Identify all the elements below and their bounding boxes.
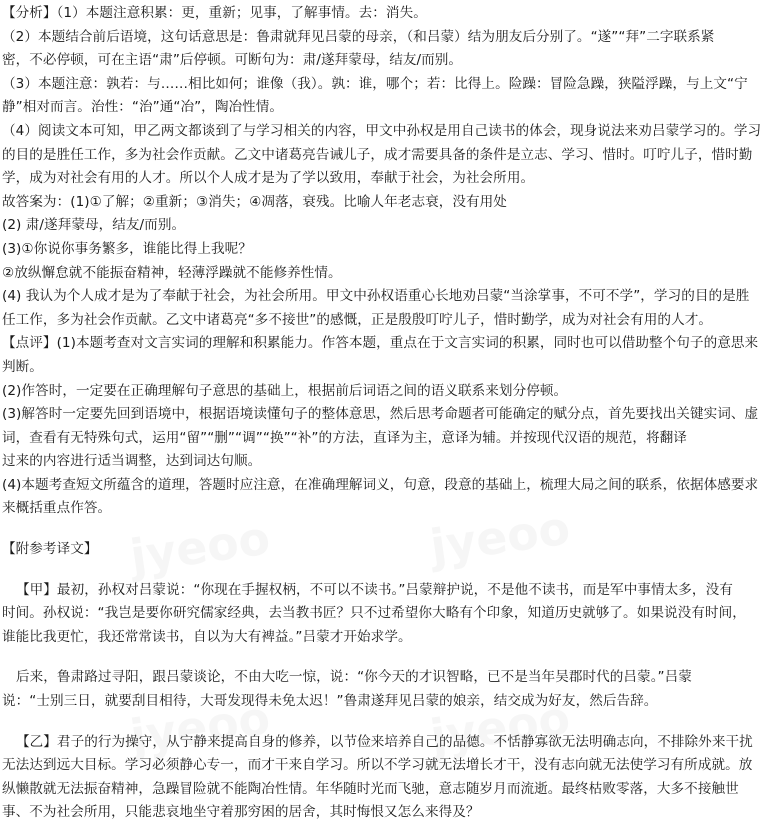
translation-paragraph-yi [2, 731, 776, 825]
translation-line: 纵懒散就无法振奋精神，急躁冒险就不能陶冶性情。年华随时光而飞驰，意志随岁月而流逝。最终枯败零落，大多不接触世 [2, 780, 739, 797]
comment-line: 【点评】(1)本题考查对文言实词的理解和积累能力。作答本题，重点在于文言实词的积累，同时也可以借助整个句子的意思来 [2, 335, 759, 352]
comment-line: (4)本题考查短文所蕴含的道理，答题时应注意，在准确理解词义，句意，段意的基础上，梳理大局之间的联系，依据体感要求 [2, 476, 759, 493]
analysis-line: 【分析】（1）本题注意积累：更，重新；见事，了解事情。去：消失。 [2, 5, 427, 21]
translation-paragraph-jia [2, 579, 776, 650]
analysis-section [2, 2, 776, 332]
translation-heading: 【附参考译文】 [2, 541, 98, 558]
analysis-line: 密，不必停顿，可在主语“肃”后停顿。可断句为：肃/遂拜蒙母，结友/而别。 [2, 52, 463, 69]
analysis-line: （3）本题注意：孰若：与……相比如何；谁像（我）。孰：谁，哪个；若：比得上。险躁：冒险急躁，狭隘浮躁，与上文“宁 [2, 75, 748, 92]
translation-line: 【甲】最初，孙权对吕蒙说：“你现在手握权柄，不可以不读书。”吕蒙辩护说，不是他不读书，而是军中事情太多，没有 [16, 581, 733, 598]
translation-section [2, 538, 776, 825]
comment-line: 判断。 [2, 358, 43, 375]
translation-line: 说：“士别三日，就要刮目相待，大哥发现得未免太迟！”鲁肃遂拜见吕蒙的娘亲，结交成为好友，然后告辞。 [2, 693, 658, 710]
comment-line: 词，查看有无特殊句式，运用“留”“删”“调”“换”“补”的方法，直译为主，意译为辅。并按现代汉语的规范，将翻译 [2, 429, 687, 446]
comment-line: (3)解答时一定要先回到语境中，根据语境读懂句子的整体意思，然后思考命题者可能确定的赋分点，首先要找出关键实词、虚 [2, 406, 759, 423]
answer-line: ②放纵懈怠就不能振奋精神，轻薄浮躁就不能修养性情。 [2, 264, 342, 281]
analysis-line: 的目的是胜任工作，多为社会作贡献。乙文中诸葛亮告诫儿子，成才需要具备的条件是立志、学习、惜时。叮咛儿子，惜时勤 [2, 146, 753, 163]
comment-section [2, 332, 776, 521]
paragraph-gap [2, 649, 776, 666]
answer-line: 任工作，多为社会作贡献。乙文中诸葛亮“多不接世”的感慨，正是殷殷叮咛儿子，惜时勤学，成为对社会有用的人才。 [2, 311, 713, 328]
answer-line: (3)①你说你事务繁多，谁能比得上我呢？ [2, 240, 252, 257]
translation-line: 【乙】君子的行为操守，从宁静来提高自身的修养，以节俭来培养自己的品德。不恬静寡欲无法明确志向，不排除外来干扰 [16, 733, 753, 750]
comment-line: 来概括重点作答。 [2, 500, 112, 517]
translation-line: 无法达到远大目标。学习必须静心专一，而才干来自学习。所以不学习就无法增长才干，没有志向就无法使学习有所成就。放 [2, 757, 753, 774]
analysis-line: 静”相对而言。治性：“治”通“冶”，陶冶性情。 [2, 99, 284, 116]
comment-line: (2)作答时，一定要在正确理解句子意思的基础上，根据前后词语之间的语义联系来划分停顿。 [2, 382, 568, 399]
analysis-line: （2）本题结合前后语境，这句话意思是：鲁肃就拜见吕蒙的母亲，（和吕蒙）结为朋友后分别了。“遂”“拜”二字联系紧 [2, 28, 715, 45]
analysis-line: （4）阅读文本可知，甲乙两文都谈到了与学习相关的内容，甲文中孙权是用自己读书的体会，现身说法来劝吕蒙学习的。学习 [2, 122, 762, 139]
section-gap [2, 521, 776, 538]
answer-line: (4) 我认为个人成才是为了奉献于社会，为社会所用。甲文中孙权语重心长地劝吕蒙“当涂掌事，不可不学”，学习的目的是胜 [2, 288, 750, 305]
paragraph-gap [2, 714, 776, 731]
answer-line: 故答案为：(1)①了解；②重新；③消失；④凋落，衰残。比喻人年老志衰，没有用处 [2, 193, 507, 210]
analysis-line: 学，成为对社会有用的人才。所以个人成才是为了学以致用，奉献于社会，为社会所用。 [2, 170, 535, 187]
translation-line: 后来，鲁肃路过寻阳，跟吕蒙谈论，不由大吃一惊，说：“你今天的才识智略，已不是当年吴郡时代的吕蒙。”吕蒙 [16, 669, 692, 686]
translation-paragraph-later [2, 666, 776, 713]
comment-line: 过来的内容进行适当调整，达到词达句顺。 [2, 453, 262, 470]
translation-line: 事、不为社会所用，只能悲哀地坐守着那穷困的居舍，其时悔恨又怎么来得及？ [2, 804, 480, 821]
answer-line: (2) 肃/遂拜蒙母，结友/而别。 [2, 217, 186, 234]
translation-line: 谁能比我更忙，我还常常读书，自以为大有裨益。”吕蒙才开始求学。 [2, 628, 412, 645]
translation-line: 时间。孙权说：“我岂是要你研究儒家经典，去当教书匠？只不过希望你大略有个印象，知道历史就够了。如果说没有时间， [2, 605, 746, 622]
paragraph-gap [2, 562, 776, 579]
